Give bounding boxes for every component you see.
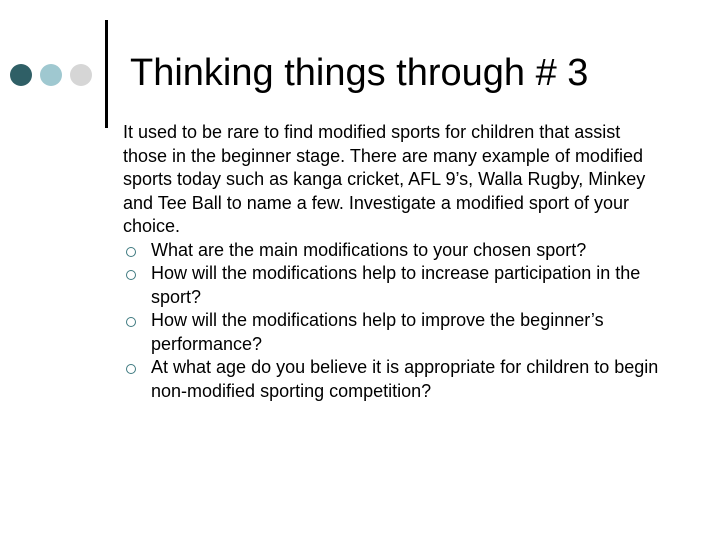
- question-item: [123, 262, 668, 309]
- decor-dot-dark: [10, 64, 32, 86]
- circle-bullet-icon: [126, 364, 136, 374]
- question-text: At what age do you believe it is appropriate for children to begin non-modified sporting competition?: [151, 357, 659, 401]
- slide-content: [123, 121, 668, 403]
- question-text: How will the modifications help to improve the beginner’s performance?: [151, 310, 604, 354]
- question-item: [123, 309, 668, 356]
- title-divider-line: [105, 20, 108, 128]
- slide-title: Thinking things through # 3: [130, 52, 589, 94]
- question-list: [123, 239, 668, 404]
- question-text: What are the main modifications to your chosen sport?: [151, 239, 587, 260]
- intro-paragraph: It used to be rare to find modified sports for children that assist those in the beginner stage. There are many example of modified sports today such as kanga cricket, AFL 9’s, Walla Rugby, Minkey and Tee Ball to name a few. Investigate a modified sport of your choice.: [123, 122, 646, 236]
- circle-bullet-icon: [126, 317, 136, 327]
- circle-bullet-icon: [126, 270, 136, 280]
- decor-dot-light: [40, 64, 62, 86]
- question-item: [123, 239, 668, 263]
- question-text: How will the modifications help to increase participation in the sport?: [151, 263, 641, 307]
- circle-bullet-icon: [126, 247, 136, 257]
- decor-dot-grey: [70, 64, 92, 86]
- question-item: [123, 356, 668, 403]
